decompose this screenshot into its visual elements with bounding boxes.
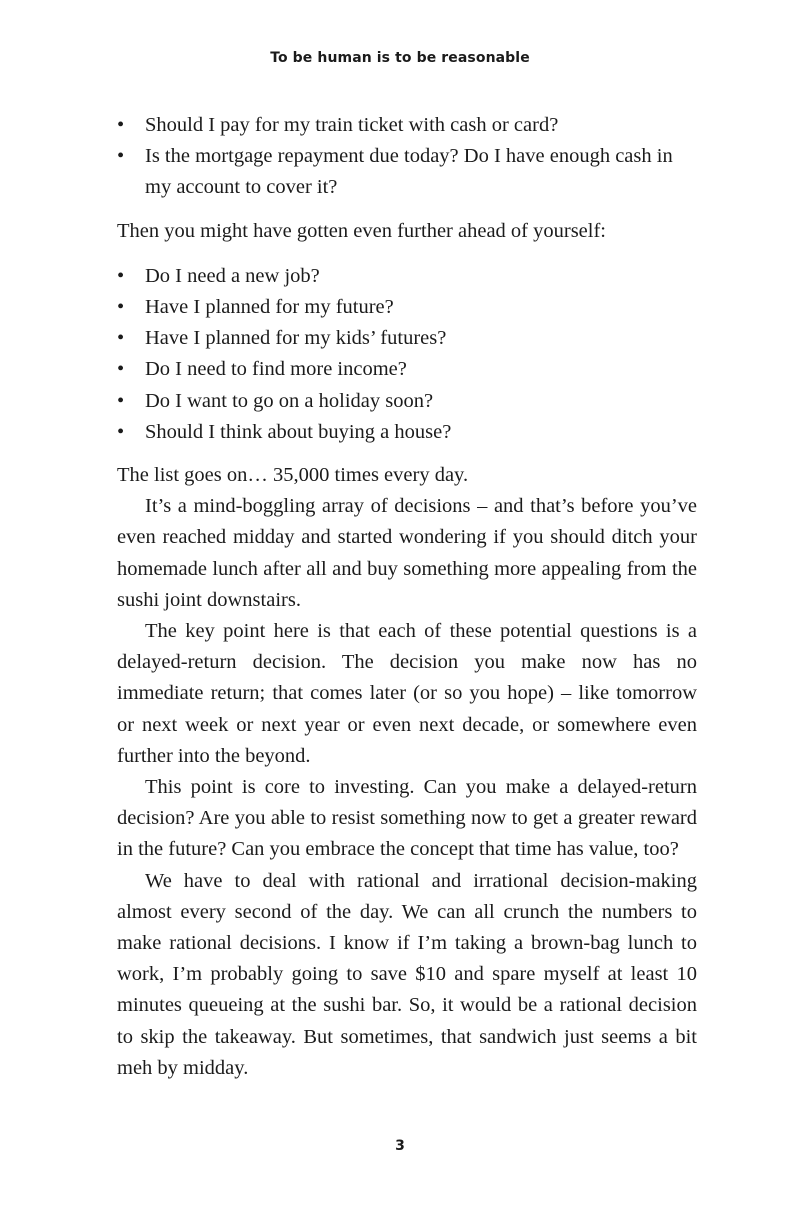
bullet-icon: • xyxy=(117,264,125,287)
list-item-text: Is the mortgage repayment due today? Do I have enough cash in my account to cover it? xyxy=(145,145,673,199)
list-item xyxy=(117,354,697,385)
body-paragraph: The key point here is that each of these potential questions is a delayed-return decision. The decision you make now has no immediate return; that comes later (or so you hope) – like tomorrow or next week or next year or even next decade, or somewhere even further into the beyond. xyxy=(117,620,697,767)
list-item-text: Have I planned for my kids’ futures? xyxy=(145,327,447,350)
body-paragraph: This point is core to investing. Can you make a delayed-return decision? Are you able to resist something now to get a greater reward in the future? Can you embrace the concept that time has value, too? xyxy=(117,776,697,861)
bullet-icon: • xyxy=(117,358,125,381)
page-number: 3 xyxy=(395,1138,405,1154)
list-item-text: Do I need a new job? xyxy=(145,264,320,287)
list-item xyxy=(117,323,697,354)
list-item-text: Should I pay for my train ticket with cash or card? xyxy=(145,114,559,136)
list-item-text: Do I need to find more income? xyxy=(145,358,407,381)
body-paragraph: It’s a mind-boggling array of decisions – and that’s before you’ve even reached midday and started wondering if you should ditch your homemade lunch after all and buy something more appealing from the sushi joint downstairs. xyxy=(117,495,697,611)
list-item xyxy=(117,292,697,323)
list-item-text: Should I think about buying a house? xyxy=(145,420,452,443)
bullet-icon: • xyxy=(117,114,125,136)
list-item-text: Have I planned for my future? xyxy=(145,296,394,319)
running-head: To be human is to be reasonable xyxy=(270,50,530,66)
bullet-list-1 xyxy=(117,110,697,204)
body-paragraph: We have to deal with rational and irrational decision-making almost every second of the day. We can all crunch the numbers to make rational decisions. I know if I’m taking a brown-bag lunch to work, I’m probably going to save $10 and spare myself at least 10 minutes queueing at the sushi bar. So, it would be a rational decision to skip the takeaway. But sometimes, that sandwich just seems a bit meh by midday. xyxy=(117,869,697,1079)
list-item-text: Do I want to go on a holiday soon? xyxy=(145,389,434,412)
page-body xyxy=(117,110,697,1084)
body-paragraph: The list goes on… 35,000 times every day. xyxy=(117,464,469,487)
bullet-icon: • xyxy=(117,145,125,168)
list-item xyxy=(117,386,697,417)
list-item xyxy=(117,417,697,448)
bullet-list-2 xyxy=(117,261,697,448)
bullet-icon: • xyxy=(117,389,125,412)
list-item xyxy=(117,261,697,292)
intro-paragraph: Then you might have gotten even further ahead of yourself: xyxy=(117,219,606,242)
bullet-icon: • xyxy=(117,296,125,319)
list-item xyxy=(117,141,697,203)
bullet-icon: • xyxy=(117,420,125,443)
bullet-icon: • xyxy=(117,327,125,350)
list-item xyxy=(117,110,697,141)
